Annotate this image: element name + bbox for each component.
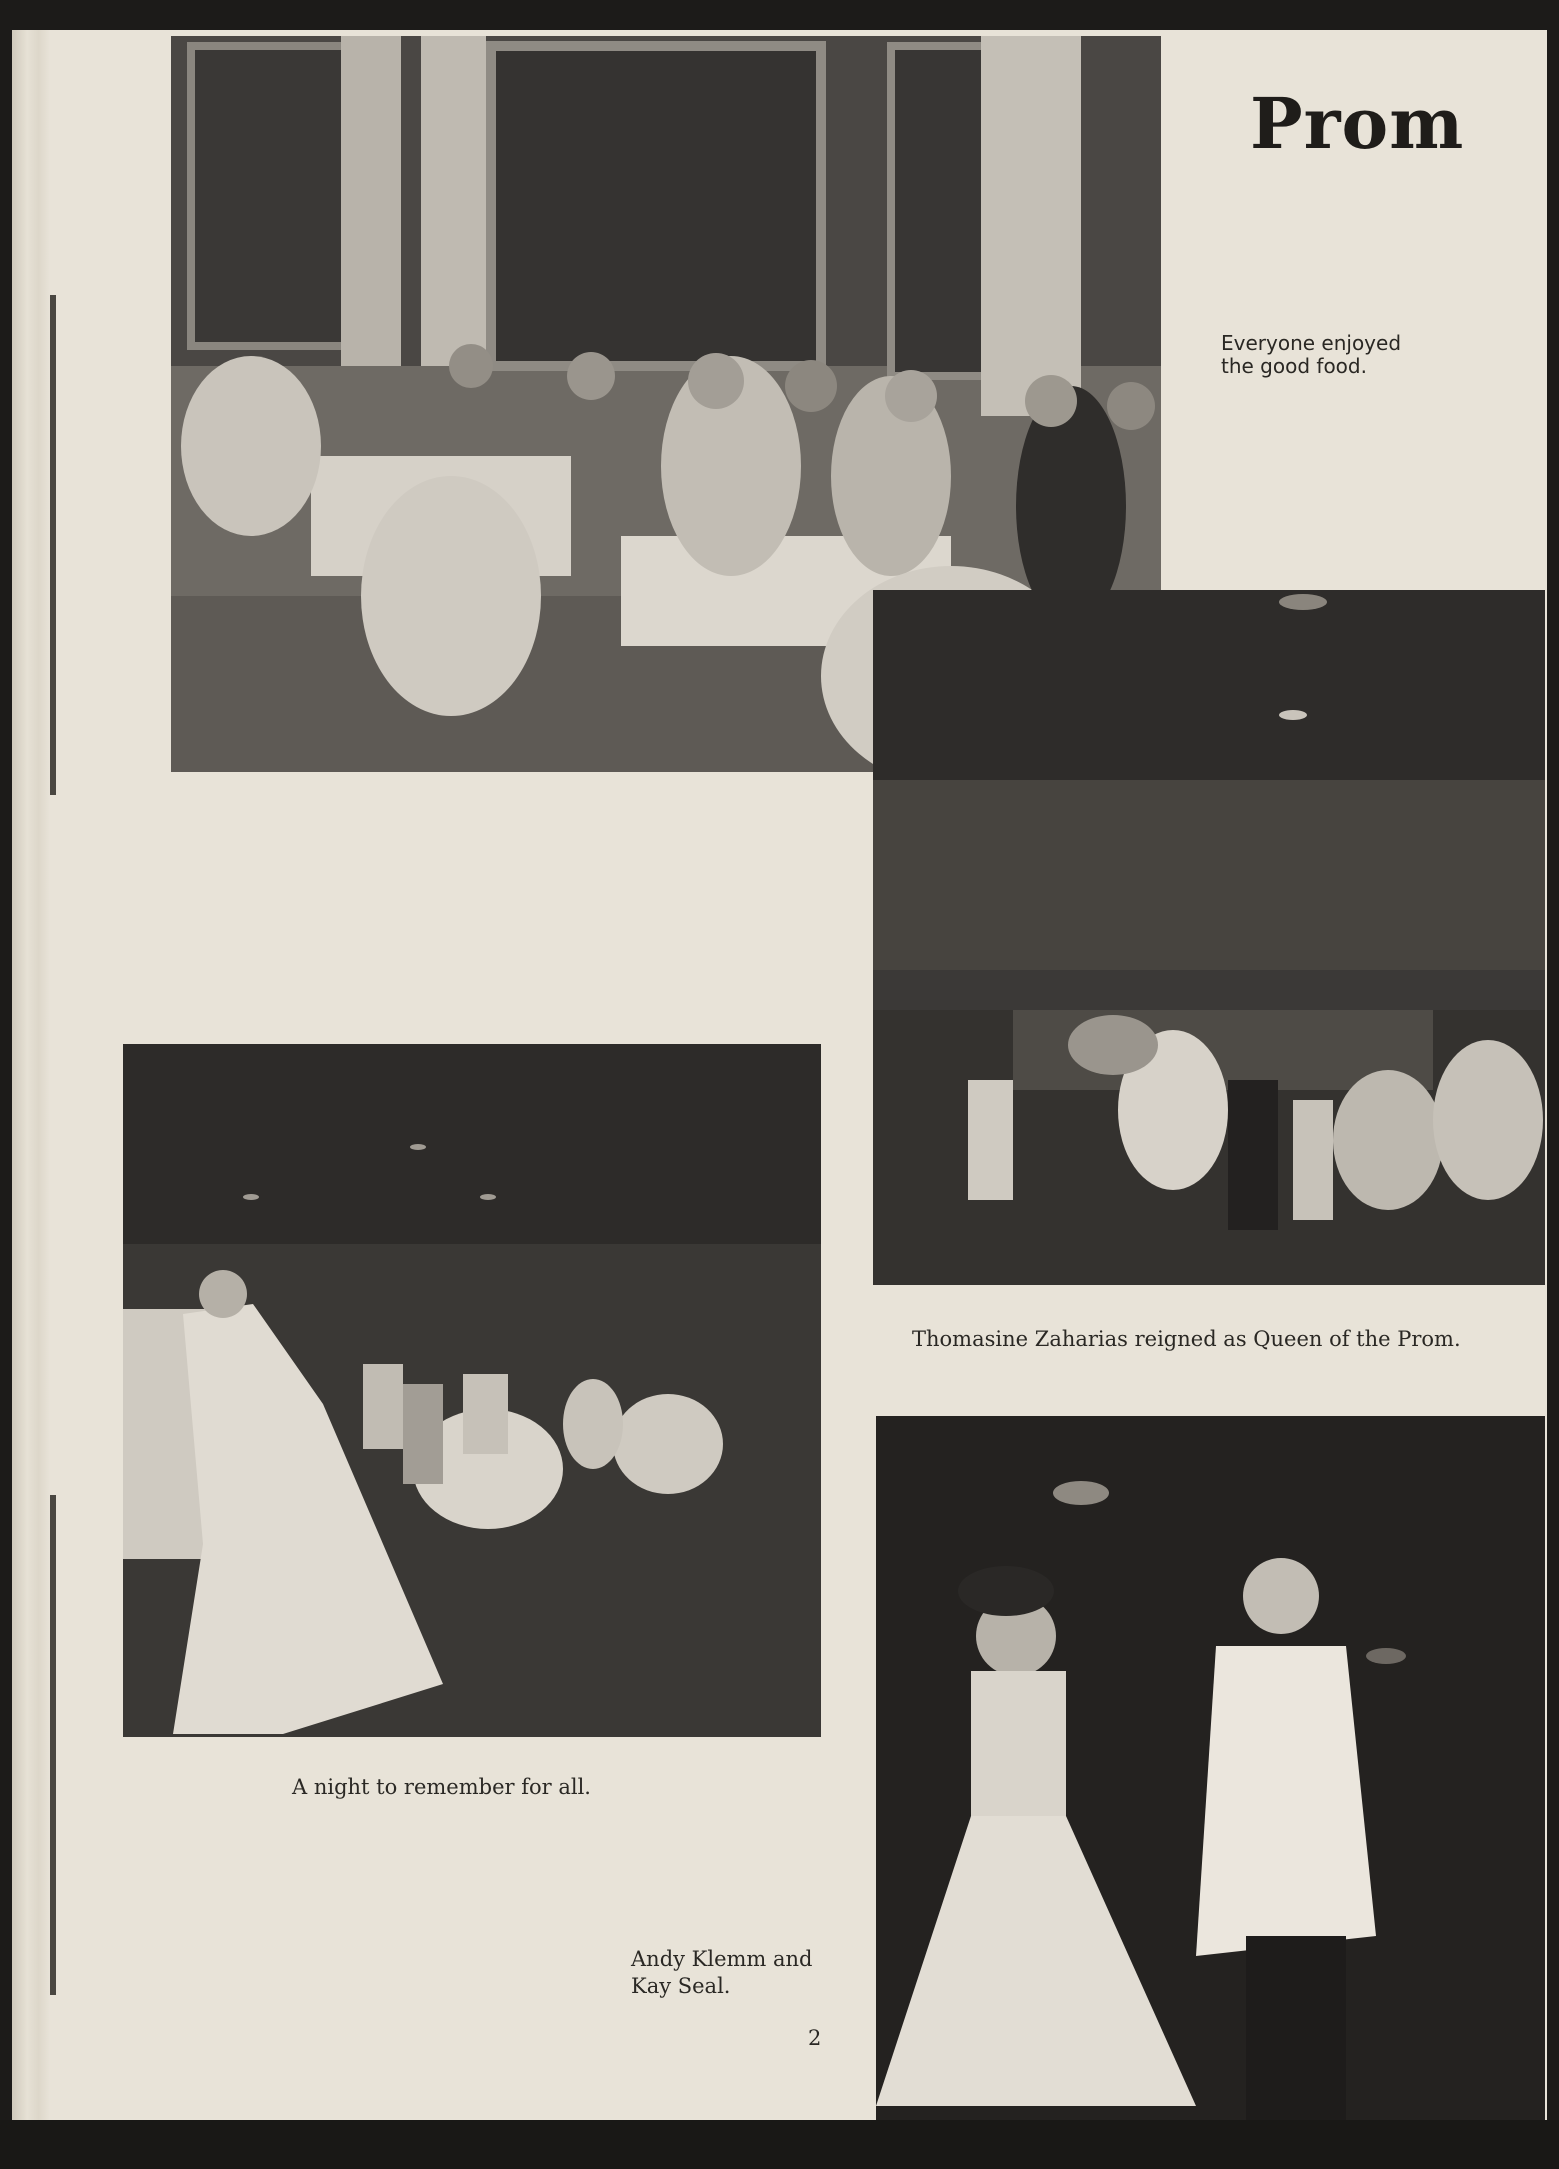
- binding-shadow: [50, 1495, 56, 1995]
- page-bottom-edge: [0, 2120, 1559, 2169]
- photo-caption-dancing: A night to remember for all.: [292, 1775, 591, 1799]
- page-binding: [12, 30, 50, 2120]
- photo-caption-queen: Thomasine Zaharias reigned as Queen of the Prom.: [912, 1327, 1461, 1351]
- photo-queen: [873, 590, 1545, 1285]
- binding-shadow: [50, 295, 56, 795]
- photo-caption-couple: Andy Klemm and Kay Seal.: [631, 1947, 813, 1998]
- photo-dancing: [123, 1044, 821, 1737]
- page-title: Prom: [1250, 82, 1465, 165]
- photo-caption-dinner: Everyone enjoyed the good food.: [1221, 331, 1402, 378]
- page-number: 2: [808, 2026, 822, 2050]
- photo-couple: [876, 1416, 1545, 2120]
